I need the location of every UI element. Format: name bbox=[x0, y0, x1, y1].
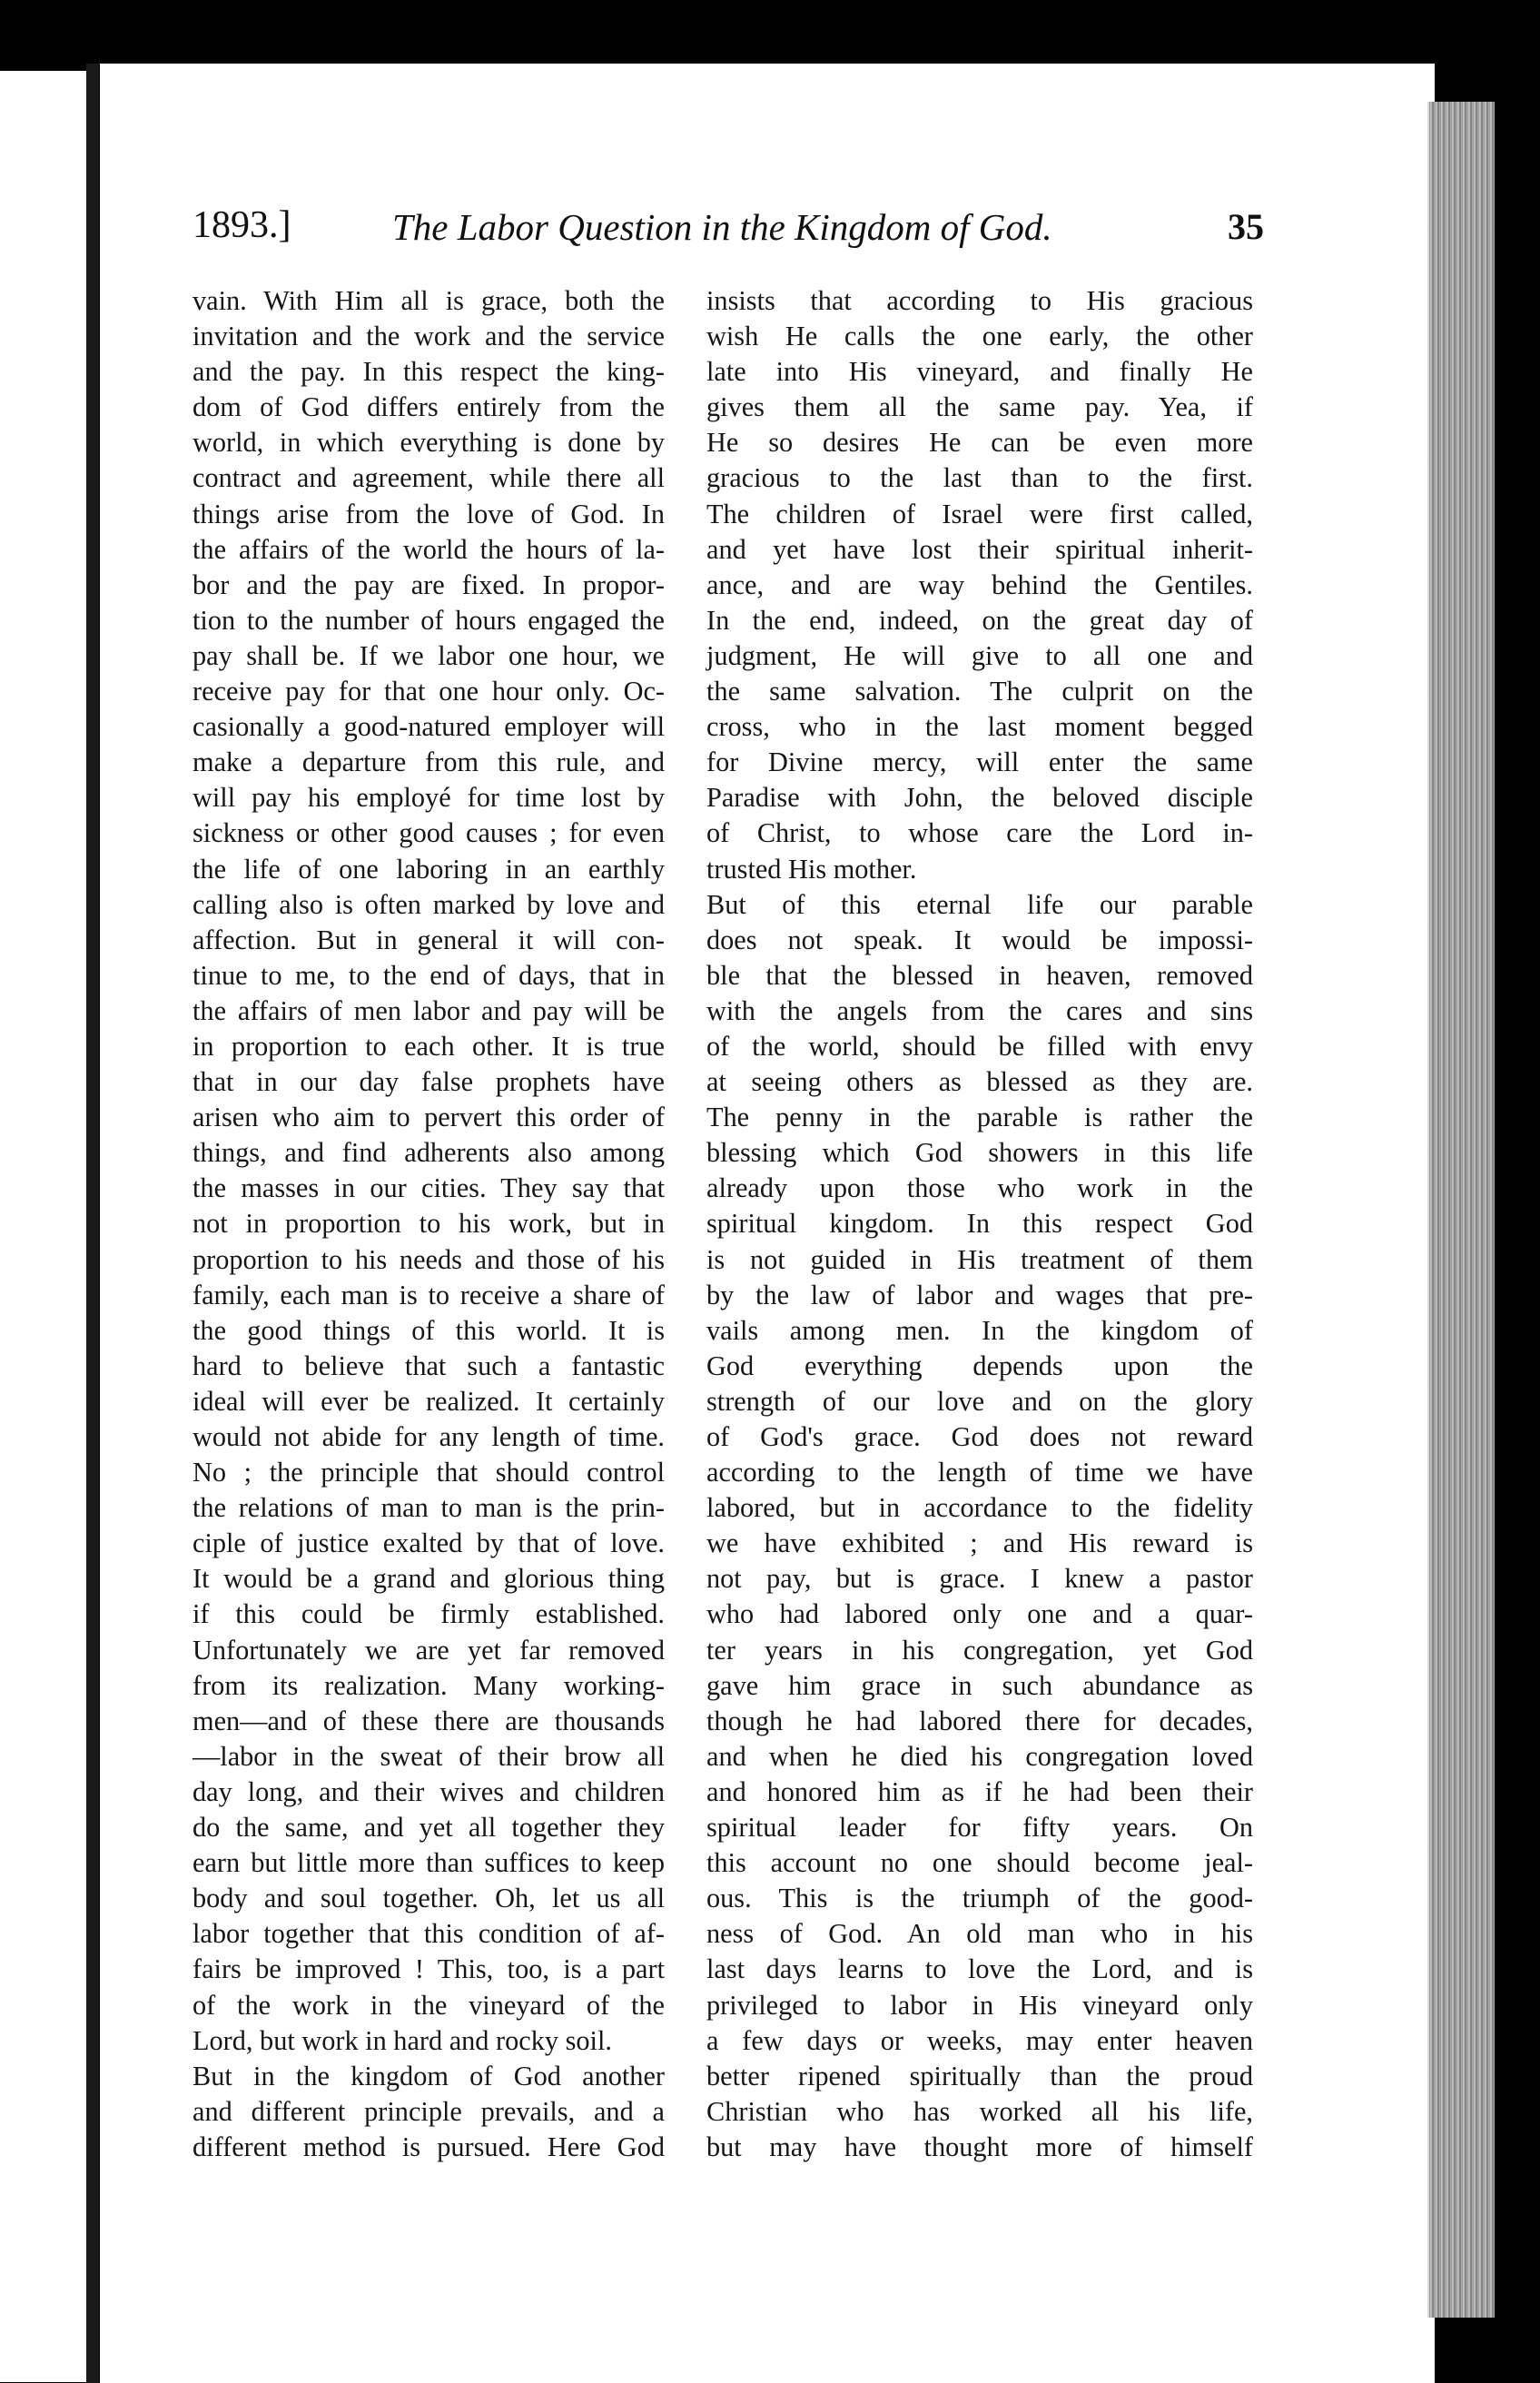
text-line: ciple of justice exalted by that of love. bbox=[192, 1528, 665, 1559]
text-line: will pay his employé for time lost by bbox=[192, 782, 665, 814]
text-line: day long, and their wives and children bbox=[192, 1775, 665, 1807]
text-line: ideal will ever be realized. It certainly bbox=[192, 1385, 665, 1417]
text-line: privileged to labor in His vineyard only bbox=[706, 1989, 1253, 2021]
text-line: the affairs of the world the hours of la- bbox=[192, 533, 665, 565]
left-text-column bbox=[192, 283, 665, 2165]
text-line: Unfortunately we are yet far removed bbox=[192, 1634, 665, 1666]
text-line: do the same, and yet all together they bbox=[192, 1812, 665, 1844]
page-stack-edge bbox=[1427, 102, 1495, 2318]
text-line: late into His vineyard, and finally He bbox=[706, 356, 1253, 388]
text-line: cross, who in the last moment begged bbox=[706, 711, 1253, 743]
text-line: by the law of labor and wages that pre- bbox=[706, 1279, 1253, 1310]
header-year: 1893.] bbox=[192, 204, 291, 246]
right-text-column bbox=[706, 283, 1253, 2165]
text-line: tion to the number of hours engaged the bbox=[192, 604, 665, 636]
text-line: last days learns to love the Lord, and is bbox=[706, 1953, 1253, 1985]
text-line: who had labored only one and a quar- bbox=[706, 1598, 1253, 1630]
text-line: fairs be improved ! This, too, is a part bbox=[192, 1953, 665, 1985]
text-line: and the pay. In this respect the king- bbox=[192, 356, 665, 388]
facing-page-edge bbox=[0, 71, 86, 2382]
text-line: But of this eternal life our parable bbox=[706, 888, 1253, 920]
text-line: things arise from the love of God. In bbox=[192, 498, 665, 529]
text-line: In the end, indeed, on the great day of bbox=[706, 604, 1253, 636]
text-line: the same salvation. The culprit on the bbox=[706, 676, 1253, 707]
text-line: better ripened spiritually than the proud bbox=[706, 2060, 1253, 2091]
text-line: It would be a grand and glorious thing bbox=[192, 1563, 665, 1595]
text-line: from its realization. Many working- bbox=[192, 1669, 665, 1701]
text-line: trusted His mother. bbox=[706, 853, 917, 885]
text-line: if this could be firmly established. bbox=[192, 1598, 665, 1630]
text-line: tinue to me, to the end of days, that in bbox=[192, 959, 665, 991]
text-line: earn but little more than suffices to keep bbox=[192, 1847, 665, 1879]
text-line: proportion to his needs and those of his bbox=[192, 1243, 665, 1275]
text-line: sickness or other good causes ; for even bbox=[192, 817, 665, 849]
text-line: and different principle prevails, and a bbox=[192, 2095, 665, 2127]
text-line: this account no one should become jeal- bbox=[706, 1847, 1253, 1879]
text-line: not pay, but is grace. I knew a pastor bbox=[706, 1563, 1253, 1595]
text-line: not in proportion to his work, but in bbox=[192, 1208, 665, 1240]
text-line: the affairs of men labor and pay will be bbox=[192, 994, 665, 1026]
text-line: and honored him as if he had been their bbox=[706, 1775, 1253, 1807]
text-line: with the angels from the cares and sins bbox=[706, 994, 1253, 1026]
text-line: strength of our love and on the glory bbox=[706, 1385, 1253, 1417]
text-line: and when he died his congregation loved bbox=[706, 1740, 1253, 1772]
text-line: wish He calls the one early, the other bbox=[706, 321, 1253, 352]
text-line: —labor in the sweat of their brow all bbox=[192, 1740, 665, 1772]
text-line: gave him grace in such abundance as bbox=[706, 1669, 1253, 1701]
text-line: the masses in our cities. They say that bbox=[192, 1172, 665, 1204]
text-line: God everything depends upon the bbox=[706, 1350, 1253, 1381]
text-line: already upon those who work in the bbox=[706, 1172, 1253, 1204]
text-line: body and soul together. Oh, let us all bbox=[192, 1883, 665, 1914]
text-line: according to the length of time we have bbox=[706, 1457, 1253, 1488]
text-line: casionally a good-natured employer will bbox=[192, 711, 665, 743]
text-line: world, in which everything is done by bbox=[192, 427, 665, 459]
text-line: Christian who has worked all his life, bbox=[706, 2095, 1253, 2127]
text-line: does not speak. It would be impossi- bbox=[706, 924, 1253, 955]
text-line: vain. With Him all is grace, both the bbox=[192, 285, 665, 316]
text-line: men—and of these there are thousands bbox=[192, 1705, 665, 1736]
text-line: The penny in the parable is rather the bbox=[706, 1102, 1253, 1133]
text-line: labor together that this condition of af- bbox=[192, 1918, 665, 1950]
text-line: in proportion to each other. It is true bbox=[192, 1030, 665, 1062]
text-line: blessing which God showers in this life bbox=[706, 1137, 1253, 1169]
page-number: 35 bbox=[1228, 206, 1264, 247]
text-line: the life of one laboring in an earthly bbox=[192, 853, 665, 885]
text-line: would not abide for any length of time. bbox=[192, 1421, 665, 1452]
text-line: Paradise with John, the beloved disciple bbox=[706, 782, 1253, 814]
text-line: dom of God differs entirely from the bbox=[192, 391, 665, 423]
text-line: insists that according to His gracious bbox=[706, 285, 1253, 316]
text-line: a few days or weeks, may enter heaven bbox=[706, 2024, 1253, 2056]
text-line: No ; the principle that should control bbox=[192, 1457, 665, 1488]
text-line: and yet have lost their spiritual inherit- bbox=[706, 533, 1253, 565]
text-line: ness of God. An old man who in his bbox=[706, 1918, 1253, 1950]
text-line: ance, and are way behind the Gentiles. bbox=[706, 569, 1253, 600]
text-line: spiritual leader for fifty years. On bbox=[706, 1812, 1253, 1844]
text-line: spiritual kingdom. In this respect God bbox=[706, 1208, 1253, 1240]
text-line: at seeing others as blessed as they are. bbox=[706, 1066, 1253, 1098]
text-line: of God's grace. God does not reward bbox=[706, 1421, 1253, 1452]
text-line: vails among men. In the kingdom of bbox=[706, 1314, 1253, 1346]
text-line: of Christ, to whose care the Lord in- bbox=[706, 817, 1253, 849]
text-line: different method is pursued. Here God bbox=[192, 2131, 665, 2162]
text-line: judgment, He will give to all one and bbox=[706, 639, 1253, 671]
text-line: of the work in the vineyard of the bbox=[192, 1989, 665, 2021]
text-line: receive pay for that one hour only. Oc- bbox=[192, 676, 665, 707]
text-line: make a departure from this rule, and bbox=[192, 747, 665, 778]
text-line: arisen who aim to pervert this order of bbox=[192, 1102, 665, 1133]
text-line: invitation and the work and the service bbox=[192, 321, 665, 352]
text-line: but may have thought more of himself bbox=[706, 2131, 1253, 2162]
text-line: of the world, should be filled with envy bbox=[706, 1030, 1253, 1062]
text-line: the relations of man to man is the prin- bbox=[192, 1492, 665, 1524]
text-line: family, each man is to receive a share of bbox=[192, 1279, 665, 1310]
text-line: affection. But in general it will con- bbox=[192, 924, 665, 955]
text-line: ous. This is the triumph of the good- bbox=[706, 1883, 1253, 1914]
text-line: Lord, but work in hard and rocky soil. bbox=[192, 2024, 612, 2056]
text-line: that in our day false prophets have bbox=[192, 1066, 665, 1098]
text-line: He so desires He can be even more bbox=[706, 427, 1253, 459]
text-line: is not guided in His treatment of them bbox=[706, 1243, 1253, 1275]
running-header bbox=[192, 203, 1264, 276]
text-line: ter years in his congregation, yet God bbox=[706, 1634, 1253, 1666]
text-line: The children of Israel were first called, bbox=[706, 498, 1253, 529]
text-line: gracious to the last than to the first. bbox=[706, 462, 1253, 494]
running-title: The Labor Question in the Kingdom of God. bbox=[392, 206, 1052, 248]
text-line: gives them all the same pay. Yea, if bbox=[706, 391, 1253, 423]
text-line: bor and the pay are fixed. In propor- bbox=[192, 569, 665, 600]
text-line: contract and agreement, while there all bbox=[192, 462, 665, 494]
text-line: though he had labored there for decades, bbox=[706, 1705, 1253, 1736]
text-line: calling also is often marked by love and bbox=[192, 888, 665, 920]
text-line: hard to believe that such a fantastic bbox=[192, 1350, 665, 1381]
text-line: But in the kingdom of God another bbox=[192, 2060, 665, 2091]
text-line: things, and find adherents also among bbox=[192, 1137, 665, 1169]
text-line: pay shall be. If we labor one hour, we bbox=[192, 639, 665, 671]
text-line: the good things of this world. It is bbox=[192, 1314, 665, 1346]
text-line: for Divine mercy, will enter the same bbox=[706, 747, 1253, 778]
book-gutter bbox=[86, 64, 99, 2383]
text-line: labored, but in accordance to the fidelity bbox=[706, 1492, 1253, 1524]
text-line: ble that the blessed in heaven, removed bbox=[706, 959, 1253, 991]
text-line: we have exhibited ; and His reward is bbox=[706, 1528, 1253, 1559]
